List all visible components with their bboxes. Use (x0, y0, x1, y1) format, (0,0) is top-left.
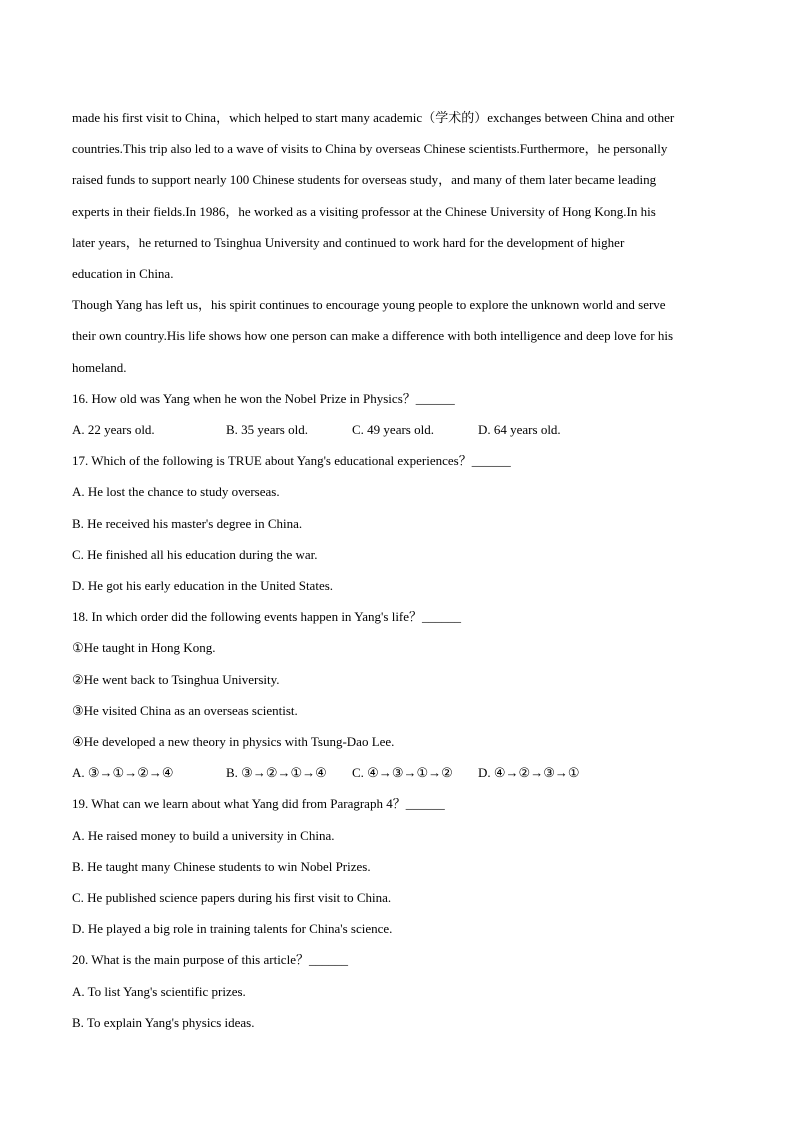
option-a: A. He lost the chance to study overseas. (72, 484, 280, 500)
question-stem: 20. What is the main purpose of this article？______ (72, 952, 348, 968)
option-b: B. He taught many Chinese students to win Nobel Prizes. (72, 858, 371, 874)
option-d: D. ④→②→③→① (478, 765, 580, 781)
question-stem: 17. Which of the following is TRUE about Yang's educational experiences？______ (72, 453, 511, 469)
passage-line: homeland. (72, 359, 127, 375)
passage-line: countries.This trip also led to a wave of visits to China by overseas Chinese scientists.Furthermore，he personally (72, 141, 668, 157)
option-a: A. To list Yang's scientific prizes. (72, 983, 246, 999)
passage-paragraph-continued (72, 102, 722, 289)
question-stem: 16. How old was Yang when he won the Nobel Prize in Physics？______ (72, 390, 455, 406)
question-stem: 19. What can we learn about what Yang did from Paragraph 4？______ (72, 796, 445, 812)
option-d: D. He played a big role in training talents for China's science. (72, 921, 393, 937)
option-b: B. To explain Yang's physics ideas. (72, 1014, 255, 1030)
option-d: D. He got his early education in the United States. (72, 578, 334, 594)
option-c: C. He published science papers during his first visit to China. (72, 890, 392, 906)
passage-line: education in China. (72, 266, 174, 282)
question-options-inline (72, 757, 722, 788)
passage-line: Though Yang has left us，his spirit continues to encourage young people to explore the unknown world and serve (72, 297, 666, 313)
option-b: B. ③→②→①→④ (226, 765, 327, 781)
option-b: B. 35 years old. (226, 422, 308, 438)
question-16 (72, 383, 722, 445)
option-b: B. He received his master's degree in China. (72, 515, 303, 531)
passage-paragraph-last (72, 289, 722, 383)
question-20 (72, 944, 722, 1038)
passage-line: later years，he returned to Tsinghua University and continued to work hard for the development of higher (72, 234, 625, 250)
question-options-inline (72, 414, 722, 445)
passage-line: raised funds to support nearly 100 Chinese students for overseas study，and many of them later became leading (72, 172, 657, 188)
option-c: C. 49 years old. (352, 422, 434, 438)
option-a: A. ③→①→②→④ (72, 765, 174, 781)
passage-line: their own country.His life shows how one person can make a difference with both intelligence and deep love for his (72, 328, 674, 344)
passage-line: experts in their fields.In 1986，he worked as a visiting professor at the Chinese University of Hong Kong.In his (72, 203, 656, 219)
question-stem: 18. In which order did the following events happen in Yang's life？______ (72, 609, 462, 625)
event-4: ④He developed a new theory in physics with Tsung-Dao Lee. (72, 734, 395, 750)
option-a: A. He raised money to build a university in China. (72, 827, 335, 843)
passage-line: made his first visit to China，which helped to start many academic（学术的）exchanges between China and other (72, 110, 675, 125)
event-2: ②He went back to Tsinghua University. (72, 671, 280, 687)
option-a: A. 22 years old. (72, 422, 155, 438)
option-c: C. He finished all his education during the war. (72, 546, 318, 562)
page-content (72, 102, 722, 1038)
option-d: D. 64 years old. (478, 422, 561, 438)
event-3: ③He visited China as an overseas scientist. (72, 702, 298, 718)
question-19 (72, 788, 722, 944)
option-c: C. ④→③→①→② (352, 765, 453, 781)
question-17 (72, 445, 722, 601)
event-1: ①He taught in Hong Kong. (72, 640, 216, 656)
question-18 (72, 601, 722, 788)
